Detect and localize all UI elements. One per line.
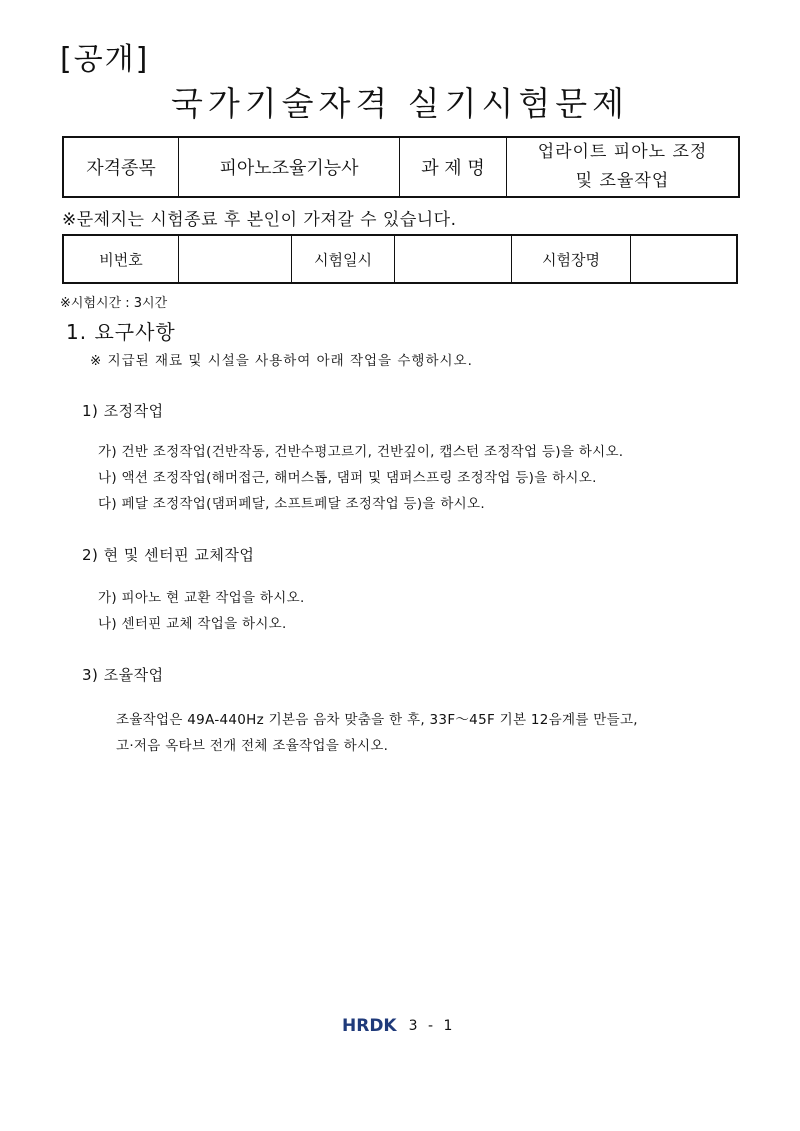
page-number: 3 - 1 bbox=[408, 1018, 456, 1034]
paragraph-line: 조율작업은 49A-440Hz 기본음 음차 맞춤을 한 후, 33F～45F 기본 12음계를 만들고, bbox=[116, 712, 638, 728]
exam-room-value bbox=[631, 235, 738, 283]
subsection-heading: 3) 조율작업 bbox=[82, 666, 164, 684]
subsection-heading: 1) 조정작업 bbox=[82, 402, 164, 420]
list-item: 다) 페달 조정작업(댐퍼페달, 소프트페달 조정작업 등)을 하시오. bbox=[98, 496, 485, 512]
section-title: 1. 요구사항 bbox=[66, 320, 176, 344]
exam-date-value bbox=[395, 235, 512, 283]
list-item: 나) 액션 조정작업(해머접근, 해머스톱, 댐퍼 및 댐퍼스프링 조정작업 등)을 하시오. bbox=[98, 470, 597, 486]
subject-line-1: 업라이트 피아노 조정 bbox=[537, 142, 708, 162]
subject-line-2: 및 조율작업 bbox=[575, 171, 670, 191]
public-tag: [공개] bbox=[60, 42, 150, 77]
subsection-heading: 2) 현 및 센터핀 교체작업 bbox=[82, 546, 255, 564]
qualification-value: 피아노조율기능사 bbox=[179, 137, 400, 197]
seat-number-value bbox=[179, 235, 292, 283]
seat-number-label: 비번호 bbox=[63, 235, 179, 283]
subject-label: 과 제 명 bbox=[400, 137, 507, 197]
section-note: ※ 지급된 재료 및 시설을 사용하여 아래 작업을 수행하시오. bbox=[90, 353, 473, 369]
page-footer bbox=[342, 1016, 455, 1036]
list-item: 가) 건반 조정작업(건반작동, 건반수평고르기, 건반깊이, 캡스턴 조정작업 등)을 하시오. bbox=[98, 444, 624, 460]
exam-time: ※시험시간 : 3시간 bbox=[60, 296, 168, 311]
notice-text: ※문제지는 시험종료 후 본인이 가져갈 수 있습니다. bbox=[62, 210, 457, 230]
subject-value bbox=[507, 137, 740, 197]
exam-room-label: 시험장명 bbox=[512, 235, 631, 283]
qualification-label: 자격종목 bbox=[63, 137, 179, 197]
qualification-table bbox=[62, 136, 740, 198]
list-item: 나) 센터핀 교체 작업을 하시오. bbox=[98, 616, 287, 632]
hrdk-logo: HRDK bbox=[342, 1016, 397, 1036]
exam-date-label: 시험일시 bbox=[292, 235, 395, 283]
list-item: 가) 피아노 현 교환 작업을 하시오. bbox=[98, 590, 305, 606]
page-title: 국가기술자격 실기시험문제 bbox=[170, 84, 630, 123]
exam-info-table bbox=[62, 234, 738, 284]
paragraph-line: 고·저음 옥타브 전개 전체 조율작업을 하시오. bbox=[116, 738, 389, 754]
